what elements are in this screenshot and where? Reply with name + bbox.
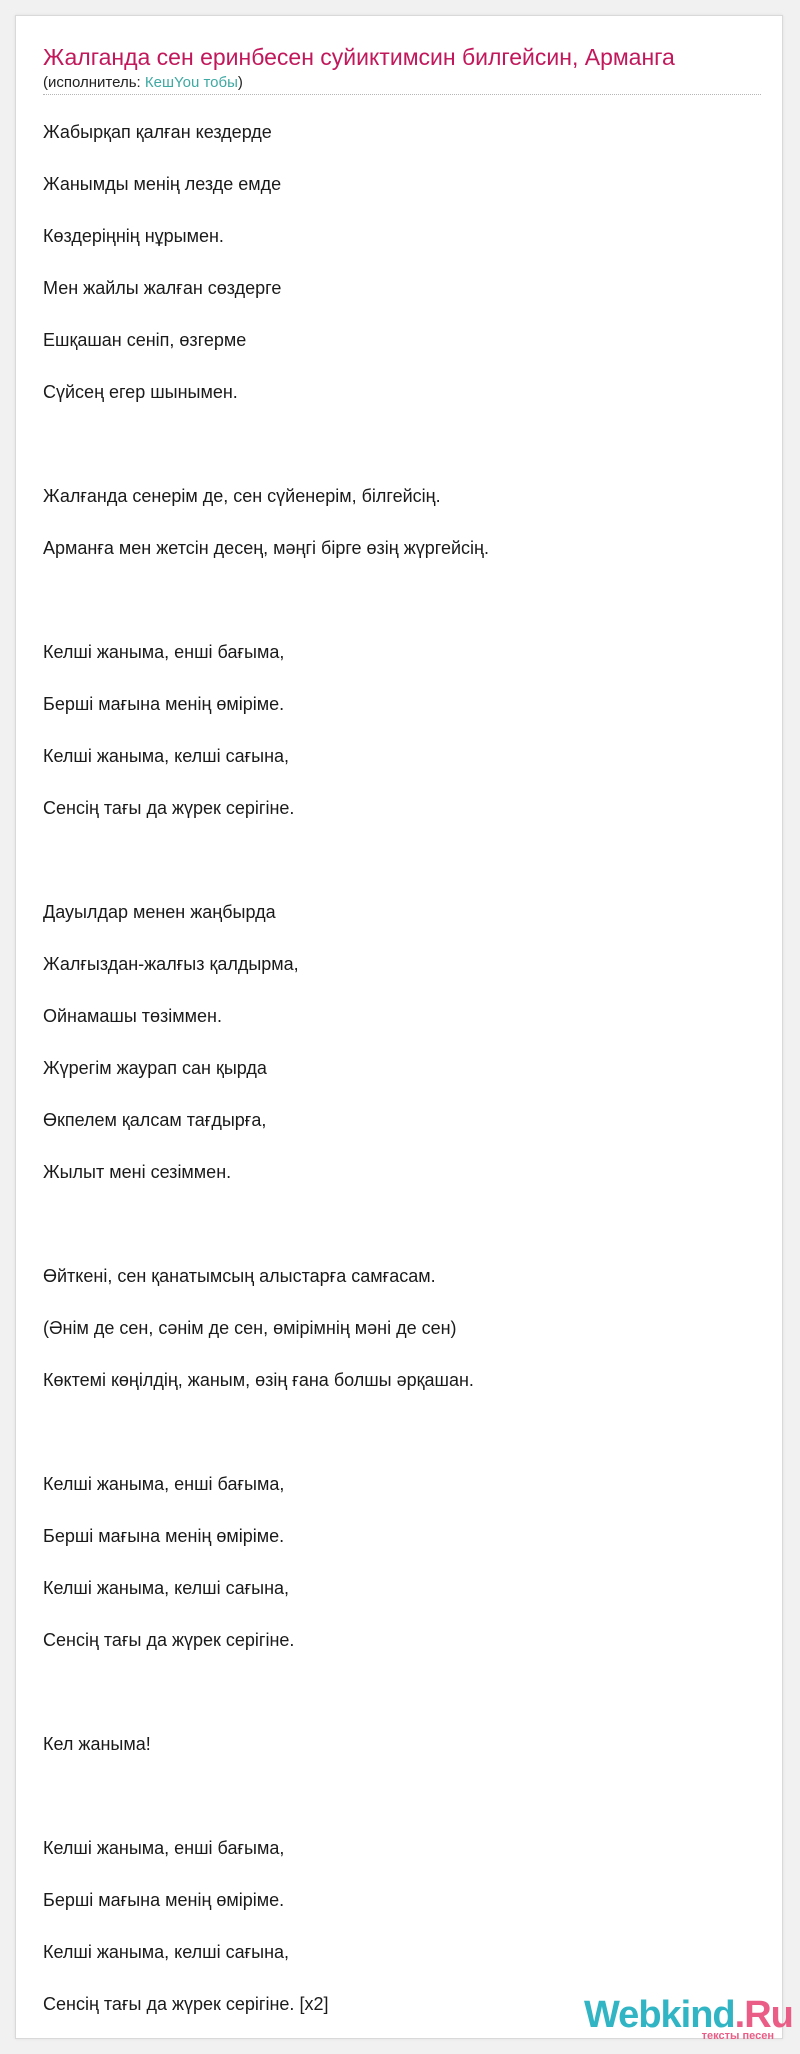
logo-wordmark — [584, 1996, 793, 2034]
lyric-line: Мен жайлы жалған сөздерге — [43, 278, 282, 298]
lyric-line: Ойнамашы төзіммен. — [43, 1006, 222, 1026]
logo-tld: .Ru — [734, 1994, 793, 2036]
lyric-line: Ешқашан сеніп, өзгерме — [43, 330, 247, 350]
lyric-line: Жалғыздан-жалғыз қалдырма, — [43, 954, 299, 974]
lyric-line: Берші мағына менің өміріме. — [43, 1890, 285, 1910]
lyric-line: Сенсің тағы да жүрек серігіне. [x2] — [43, 1994, 329, 2014]
lyric-line: Сенсің тағы да жүрек серігіне. — [43, 1630, 295, 1650]
lyric-line: Берші мағына менің өміріме. — [43, 1526, 285, 1546]
lyric-line: Жүрегім жаурап сан қырда — [43, 1058, 267, 1078]
site-logo[interactable] — [584, 1994, 793, 2046]
lyric-line: Сүйсең егер шынымен. — [43, 382, 238, 402]
artist-line — [43, 74, 243, 91]
lyric-line: Жабырқап қалған кездерде — [43, 122, 272, 142]
artist-link[interactable]: КешYou тобы — [144, 74, 238, 91]
lyric-line: Келші жаныма, келші сағына, — [43, 1578, 290, 1598]
lyric-line: Жалғанда сенерім де, сен сүйенерім, білгейсің. — [43, 486, 441, 506]
stanza-break — [43, 834, 763, 886]
lyrics-card — [15, 15, 793, 2042]
lyric-line: Жанымды менің лезде емде — [43, 174, 282, 194]
stanza-break — [43, 1770, 763, 1822]
stanza-break — [43, 1198, 763, 1250]
title-divider — [43, 94, 761, 95]
lyric-line: Өйткені, сен қанатымсың алыстарға самғасам. — [43, 1266, 436, 1286]
stanza-break — [43, 574, 763, 626]
artist-suffix: ) — [237, 74, 243, 91]
song-title: Жалганда сен еринбесен суйиктимсин билгейсин, Арманга — [43, 44, 675, 70]
stanza-break — [43, 1666, 763, 1718]
lyric-line: Кел жаныма! — [43, 1734, 151, 1754]
lyric-line: Арманға мен жетсін десең, мәңгі бірге өзің жүргейсің. — [43, 538, 489, 558]
lyric-line: Сенсің тағы да жүрек серігіне. — [43, 798, 295, 818]
lyric-line: Көздеріңнің нұрымен. — [43, 226, 224, 246]
stanza-break — [43, 1406, 763, 1458]
lyric-line: Берші мағына менің өміріме. — [43, 694, 285, 714]
lyric-line: Дауылдар менен жаңбырда — [43, 902, 276, 922]
lyric-line: Келші жаныма, келші сағына, — [43, 1942, 290, 1962]
lyrics-body — [43, 106, 763, 2030]
artist-prefix: (исполнитель: — [43, 74, 145, 91]
logo-name: Webkind — [584, 1994, 735, 2036]
lyric-line: Келші жаныма, енші бағыма, — [43, 1838, 285, 1858]
lyric-line: Көктемі көңілдің, жаным, өзің ғана болшы әрқашан. — [43, 1370, 474, 1390]
lyric-line: Келші жаныма, келші сағына, — [43, 746, 290, 766]
lyric-line: (Әнім де сен, сәнім де сен, өмірімнің мәні де сен) — [43, 1318, 457, 1338]
lyric-line: Келші жаныма, енші бағыма, — [43, 1474, 285, 1494]
logo-tagline: тексты песен — [701, 2030, 774, 2042]
stanza-break — [43, 418, 763, 470]
lyric-line: Жылыт мені сезіммен. — [43, 1162, 232, 1182]
lyric-line: Келші жаныма, енші бағыма, — [43, 642, 285, 662]
lyric-line: Өкпелем қалсам тағдырға, — [43, 1110, 267, 1130]
